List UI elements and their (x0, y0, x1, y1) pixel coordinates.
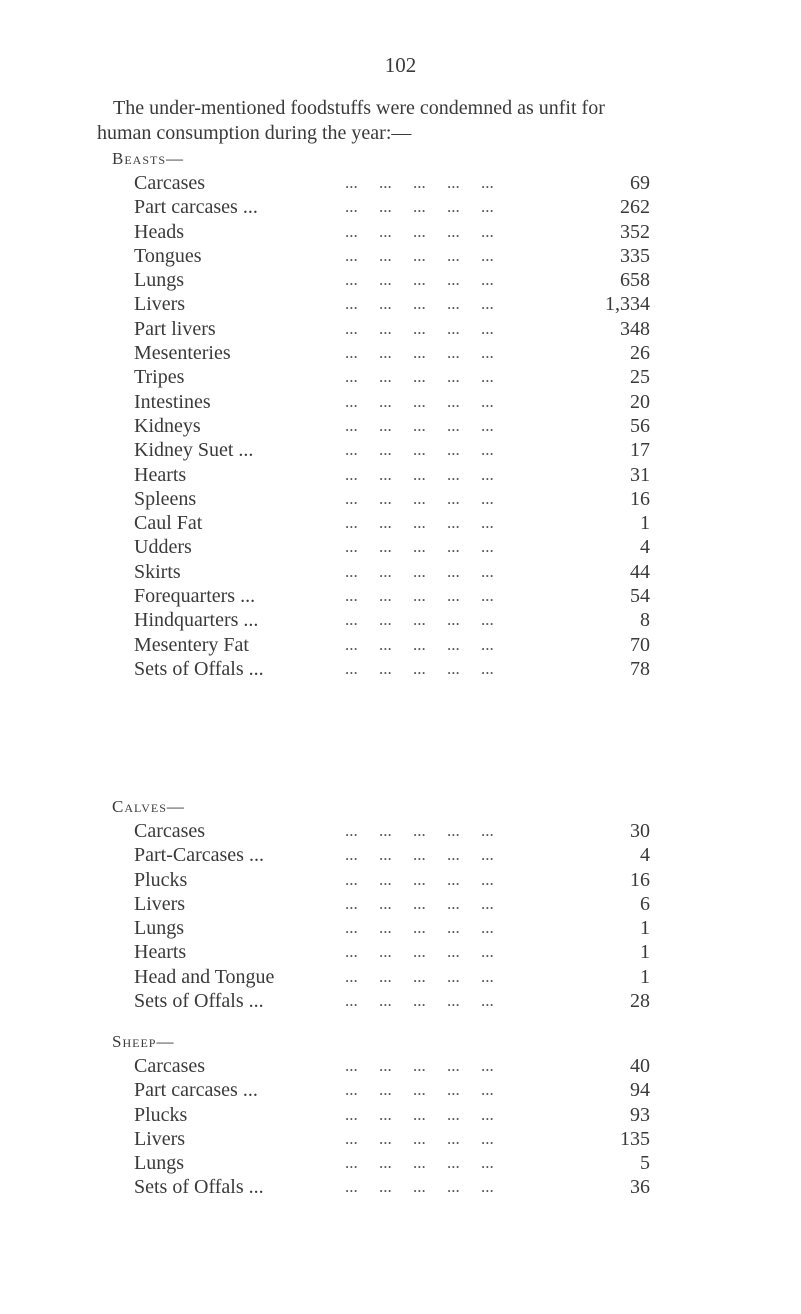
section-heading: Beasts— (112, 149, 185, 168)
table-row (115, 1151, 650, 1175)
table-row (115, 1054, 650, 1078)
item-count: 16 (630, 868, 650, 891)
item-count: 94 (630, 1079, 650, 1102)
item-count: 1 (640, 917, 650, 940)
item-label: Plucks (134, 868, 188, 891)
section-sheep (112, 1029, 650, 1200)
item-count: 54 (630, 585, 650, 608)
item-count: 26 (630, 342, 650, 365)
leader-dots: ... ... ... ... ... (345, 391, 494, 411)
table-row (115, 819, 650, 843)
leader-dots: ... ... ... ... ... (345, 634, 494, 654)
item-label: Part livers (134, 317, 216, 340)
item-count: 135 (620, 1127, 650, 1150)
table-row (115, 195, 650, 219)
leader-dots: ... ... ... ... ... (345, 173, 494, 192)
table-row (115, 868, 650, 892)
item-label: Livers (134, 1127, 186, 1150)
leader-dots: ... ... ... ... ... (345, 367, 494, 387)
leader-dots: ... ... ... ... ... (345, 821, 494, 840)
item-count: 25 (630, 366, 650, 389)
leader-dots: ... ... ... ... ... (345, 197, 494, 217)
item-label: Heads (134, 220, 184, 243)
table-row (115, 989, 650, 1013)
table-row (115, 220, 650, 244)
table-row (115, 171, 650, 195)
item-label: Lungs (134, 917, 184, 940)
item-label: Kidneys (134, 414, 201, 437)
table-row (115, 390, 650, 414)
intro-line-1: The under-mentioned foodstuffs were condemned as unfit for (113, 97, 605, 119)
table-row (115, 657, 650, 681)
item-count: 56 (630, 414, 650, 437)
leader-dots: ... ... ... ... ... (345, 869, 494, 889)
item-label: Lungs (134, 1152, 184, 1175)
item-label: Part carcases ... (134, 196, 258, 219)
item-count: 70 (630, 633, 650, 656)
table-row (115, 463, 650, 487)
item-label: Tongues (134, 244, 202, 267)
leader-dots: ... ... ... ... ... (345, 918, 494, 938)
leader-dots: ... ... ... ... ... (345, 658, 494, 678)
intro-paragraph (97, 96, 787, 146)
leader-dots: ... ... ... ... ... (345, 513, 494, 533)
page-number: 102 (384, 53, 417, 77)
item-count: 262 (620, 196, 650, 219)
item-count: 658 (620, 269, 650, 292)
leader-dots: ... ... ... ... ... (345, 845, 494, 865)
item-count: 1 (640, 941, 650, 964)
item-count: 4 (640, 844, 650, 867)
table-row (115, 1175, 650, 1199)
table-row (115, 916, 650, 940)
item-count: 16 (630, 487, 650, 510)
table-row (115, 1078, 650, 1102)
table-row (115, 633, 650, 657)
item-label: Hearts (134, 463, 187, 486)
table-row (115, 940, 650, 964)
item-label: Part-Carcases ... (134, 844, 264, 867)
table-row (115, 1103, 650, 1127)
leader-dots: ... ... ... ... ... (345, 221, 494, 241)
table-row (115, 244, 650, 268)
leader-dots: ... ... ... ... ... (345, 415, 494, 435)
table-row (115, 268, 650, 292)
table-row (115, 892, 650, 916)
leader-dots: ... ... ... ... ... (345, 1080, 494, 1100)
leader-dots: ... ... ... ... ... (345, 270, 494, 290)
item-label: Kidney Suet ... (134, 439, 254, 462)
item-label: Mesenteries (134, 342, 231, 365)
item-label: Spleens (134, 487, 197, 510)
item-count: 40 (630, 1055, 650, 1077)
leader-dots: ... ... ... ... ... (345, 610, 494, 630)
leader-dots: ... ... ... ... ... (345, 1128, 494, 1148)
item-count: 28 (630, 990, 650, 1013)
section-beasts (112, 146, 650, 681)
leader-dots: ... ... ... ... ... (345, 464, 494, 484)
item-label: Carcases (134, 1055, 206, 1077)
item-count: 1 (640, 965, 650, 988)
item-count: 348 (620, 317, 650, 340)
table-row (115, 365, 650, 389)
table-row (115, 535, 650, 559)
item-label: Skirts (134, 560, 181, 583)
item-count: 352 (620, 220, 650, 243)
table-row (115, 608, 650, 632)
table-row (115, 584, 650, 608)
leader-dots: ... ... ... ... ... (345, 318, 494, 338)
leader-dots: ... ... ... ... ... (345, 537, 494, 557)
section-heading: Sheep— (112, 1032, 175, 1051)
leader-dots: ... ... ... ... ... (345, 294, 494, 314)
item-label: Hearts (134, 941, 187, 964)
item-count: 78 (630, 657, 650, 680)
item-label: Forequarters ... (134, 585, 256, 608)
item-count: 1,334 (605, 293, 650, 316)
leader-dots: ... ... ... ... ... (345, 966, 494, 986)
item-label: Part carcases ... (134, 1079, 258, 1102)
item-label: Lungs (134, 269, 184, 292)
item-count: 44 (630, 560, 650, 583)
item-label: Livers (134, 293, 186, 316)
leader-dots: ... ... ... ... ... (345, 343, 494, 363)
item-count: 5 (640, 1152, 650, 1175)
item-count: 93 (630, 1103, 650, 1126)
table-row (115, 487, 650, 511)
item-count: 20 (630, 390, 650, 413)
leader-dots: ... ... ... ... ... (345, 893, 494, 913)
section-calves (112, 794, 650, 1013)
item-label: Hindquarters ... (134, 609, 259, 632)
leader-dots: ... ... ... ... ... (345, 1177, 494, 1197)
item-label: Plucks (134, 1103, 188, 1126)
leader-dots: ... ... ... ... ... (345, 942, 494, 962)
table-row (115, 317, 650, 341)
item-label: Carcases (134, 820, 206, 842)
item-label: Udders (134, 536, 192, 559)
table-row (115, 560, 650, 584)
item-count: 8 (640, 609, 650, 632)
table-row (115, 965, 650, 989)
item-count: 4 (640, 536, 650, 559)
item-label: Tripes (134, 366, 185, 389)
intro-line-2: human consumption during the year:— (97, 122, 412, 144)
item-label: Caul Fat (134, 512, 203, 535)
table-row (115, 341, 650, 365)
table-row (115, 438, 650, 462)
item-label: Sets of Offals ... (134, 990, 264, 1013)
leader-dots: ... ... ... ... ... (345, 991, 494, 1011)
table-row (115, 292, 650, 316)
item-count: 335 (620, 244, 650, 267)
leader-dots: ... ... ... ... ... (345, 1056, 494, 1075)
leader-dots: ... ... ... ... ... (345, 1104, 494, 1124)
item-label: Intestines (134, 390, 211, 413)
leader-dots: ... ... ... ... ... (345, 440, 494, 460)
item-count: 36 (630, 1176, 650, 1199)
item-count: 30 (630, 820, 650, 842)
item-label: Sets of Offals ... (134, 657, 264, 680)
table-row (115, 843, 650, 867)
item-count: 31 (630, 463, 650, 486)
item-count: 1 (640, 512, 650, 535)
item-count: 6 (640, 892, 650, 915)
leader-dots: ... ... ... ... ... (345, 586, 494, 606)
leader-dots: ... ... ... ... ... (345, 1153, 494, 1173)
leader-dots: ... ... ... ... ... (345, 561, 494, 581)
item-label: Sets of Offals ... (134, 1176, 264, 1199)
item-label: Head and Tongue (134, 965, 275, 988)
item-label: Livers (134, 892, 186, 915)
item-label: Carcases (134, 172, 206, 194)
item-count: 17 (630, 439, 650, 462)
section-heading: Calves— (112, 797, 185, 816)
table-row (115, 1127, 650, 1151)
table-row (115, 511, 650, 535)
leader-dots: ... ... ... ... ... (345, 245, 494, 265)
item-label: Mesentery Fat (134, 633, 249, 656)
leader-dots: ... ... ... ... ... (345, 488, 494, 508)
item-count: 69 (630, 172, 650, 194)
table-row (115, 414, 650, 438)
